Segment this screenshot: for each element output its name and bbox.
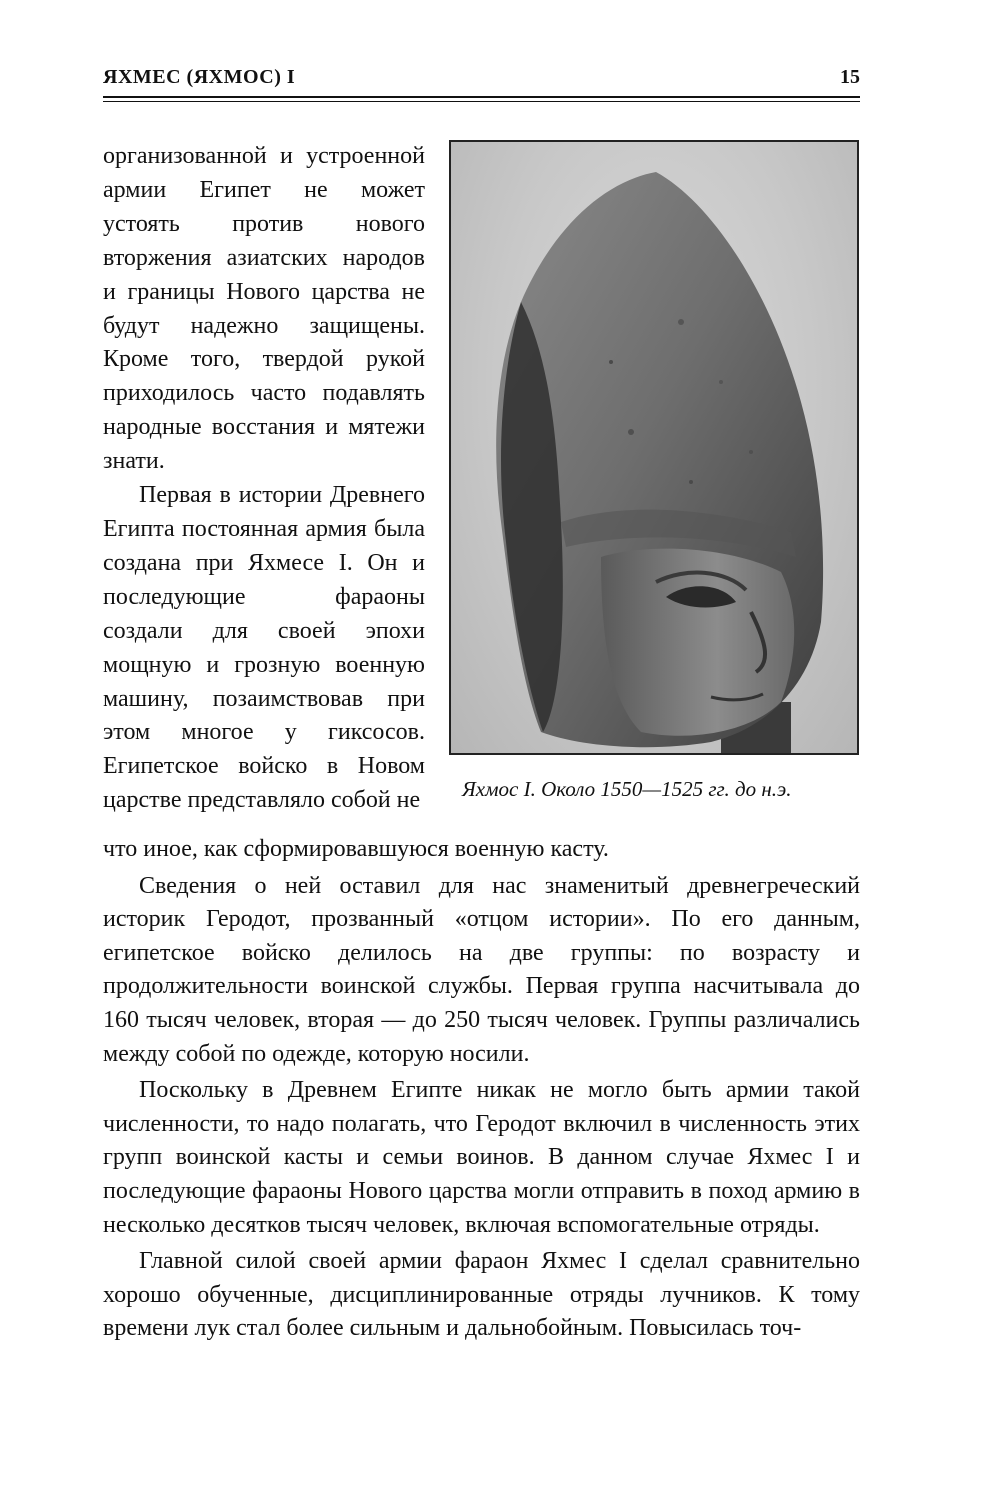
paragraph-4: Поскольку в Древнем Египте никак не могло быть армии такой численности, то надо полагать, что Геродот включил в численность этих групп воинской касты и семьи воинов. В данном случае Яхмес I и последующие фараоны Нового царства могли отправить в поход армию в несколько десятков тысяч человек, включая вспомогательные отряды. [103, 1077, 860, 1238]
running-title: ЯХМЕС (ЯХМОС) I [103, 66, 296, 88]
paragraph-3: Сведения о ней оставил для нас знаменитый древнегреческий историк Геродот, прозванный «отцом истории». По его данным, египетское войско делилось на две группы: по возрасту и продолжительности воинской службы. Первая группа насчитывала до 160 тысяч человек, вторая — до 250 тысяч человек. Группы различались между собой по одежде, которую носили. [103, 872, 860, 1067]
statue-head-illustration [451, 142, 857, 753]
running-header [103, 66, 860, 96]
paragraph-2-end: что иное, как сформировавшуюся военную касту. [103, 836, 609, 862]
header-rule-thin [103, 101, 860, 102]
wrapped-text-column [103, 140, 425, 818]
paragraph-1: организованной и устроенной армии Египет не может устоять против нового вторжения азиатских народов и границы Нового царства не будут надежно защищены. Кроме того, твердой рукой приходилось часто подавлять народные восстания и мятежи знати. [103, 143, 425, 475]
full-width-text [103, 833, 860, 1346]
statue-head-photo [449, 140, 859, 755]
figure-caption: Яхмос I. Около 1550—1525 гг. до н.э. [462, 777, 792, 801]
header-rule-thick [103, 96, 860, 98]
paragraph-2: Первая в истории Древнего Египта постоянная армия была создана при Яхмесе I. Он и последующие фараоны создали для своей эпохи мощную и грозную военную машину, позаимствовав при этом многое у гиксосов. Египетское войско в Новом царстве представляло собой не [103, 482, 425, 814]
page-number: 15 [840, 66, 860, 88]
paragraph-5: Главной силой своей армии фараон Яхмес I сделал сравнительно хорошо обученные, дисциплинированные отряды лучников. К тому времени лук стал более сильным и дальнобойным. Повысилась точ- [103, 1248, 860, 1342]
